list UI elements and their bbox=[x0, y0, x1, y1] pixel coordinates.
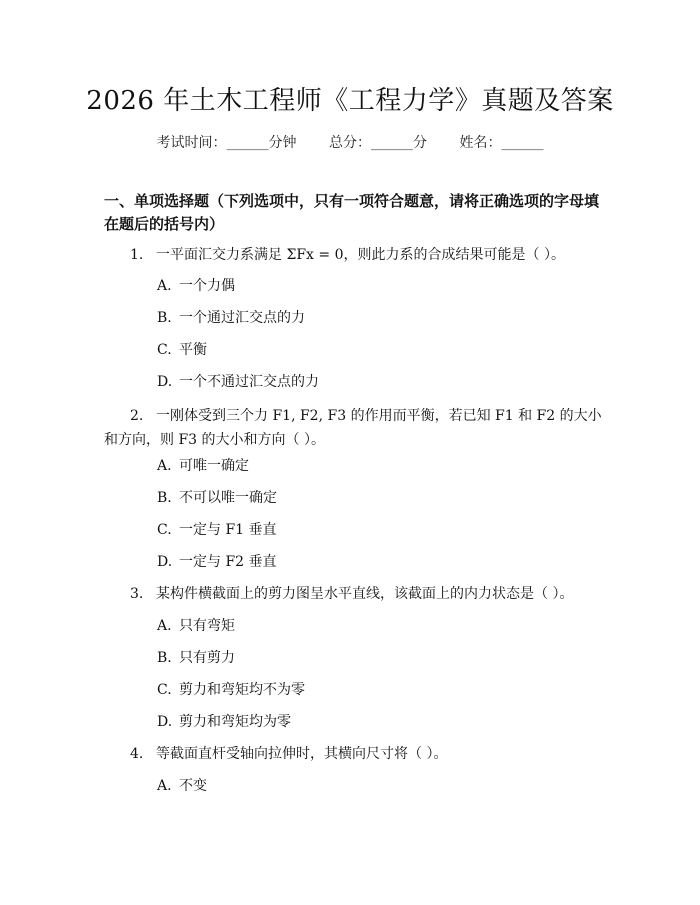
option-letter: D. bbox=[157, 374, 173, 390]
option-letter: C. bbox=[157, 522, 172, 538]
question-number: 2. bbox=[130, 408, 144, 424]
question-2-option-d bbox=[157, 552, 597, 572]
question-1-option-b bbox=[157, 308, 597, 328]
question-text: 一刚体受到三个力 F1, F2, F3 的作用而平衡，若已知 F1 和 F2 的大小和方向，则 F3 的大小和方向（ ）。 bbox=[104, 408, 602, 448]
option-letter: A. bbox=[157, 618, 172, 634]
option-text: 不可以唯一确定 bbox=[179, 490, 277, 506]
question-1-option-d bbox=[157, 372, 597, 392]
document-title: 2026 年土木工程师《工程力学》真题及答案 bbox=[86, 86, 614, 116]
question-number: 1. bbox=[130, 247, 144, 263]
exam-info-line bbox=[0, 132, 700, 152]
option-text: 只有剪力 bbox=[179, 650, 235, 666]
question-2-option-b bbox=[157, 488, 597, 508]
option-letter: B. bbox=[157, 310, 172, 326]
question-1-option-a bbox=[157, 276, 597, 296]
option-letter: A. bbox=[157, 458, 172, 474]
question-2-option-a bbox=[157, 456, 597, 476]
option-text: 一个力偶 bbox=[179, 278, 235, 294]
question-3-option-c bbox=[157, 680, 597, 700]
question-2 bbox=[104, 404, 604, 452]
option-text: 一个通过汇交点的力 bbox=[179, 310, 305, 326]
option-letter: A. bbox=[157, 278, 172, 294]
option-letter: C. bbox=[157, 342, 172, 358]
option-letter: A. bbox=[157, 778, 172, 794]
question-text: 一平面汇交力系满足 ΣFx = 0，则此力系的合成结果可能是（ ）。 bbox=[156, 247, 565, 263]
question-text: 等截面直杆受轴向拉伸时，其横向尺寸将（ ）。 bbox=[156, 746, 448, 762]
option-text: 平衡 bbox=[179, 342, 207, 358]
option-letter: D. bbox=[157, 554, 173, 570]
option-text: 剪力和弯矩均不为零 bbox=[179, 682, 305, 698]
option-letter: C. bbox=[157, 682, 172, 698]
question-1 bbox=[104, 243, 604, 267]
question-1-option-c bbox=[157, 340, 597, 360]
question-3-option-b bbox=[157, 648, 597, 668]
question-3 bbox=[104, 582, 604, 606]
section-heading: 一、单项选择题（下列选项中，只有一项符合题意，请将正确选项的字母填在题后的括号内） bbox=[104, 192, 600, 233]
option-text: 一个不通过汇交点的力 bbox=[179, 374, 319, 390]
question-3-option-a bbox=[157, 616, 597, 636]
option-text: 一定与 F2 垂直 bbox=[179, 554, 277, 570]
exam-time-field: 考试时间：______分钟 bbox=[156, 135, 297, 151]
question-number: 3. bbox=[130, 586, 144, 602]
question-text: 某构件横截面上的剪力图呈水平直线，该截面上的内力状态是（ ）。 bbox=[156, 586, 574, 602]
option-text: 只有弯矩 bbox=[179, 618, 235, 634]
option-letter: B. bbox=[157, 490, 172, 506]
option-text: 剪力和弯矩均为零 bbox=[179, 714, 291, 730]
option-text: 可唯一确定 bbox=[179, 458, 249, 474]
question-number: 4. bbox=[130, 746, 144, 762]
option-text: 一定与 F1 垂直 bbox=[179, 522, 277, 538]
question-4-option-a bbox=[157, 776, 597, 796]
student-name-field: 姓名：______ bbox=[459, 135, 544, 151]
option-letter: D. bbox=[157, 714, 173, 730]
question-4 bbox=[104, 742, 604, 766]
option-letter: B. bbox=[157, 650, 172, 666]
question-2-option-c bbox=[157, 520, 597, 540]
option-text: 不变 bbox=[179, 778, 207, 794]
total-score-field: 总分：______分 bbox=[329, 135, 427, 151]
question-3-option-d bbox=[157, 712, 597, 732]
